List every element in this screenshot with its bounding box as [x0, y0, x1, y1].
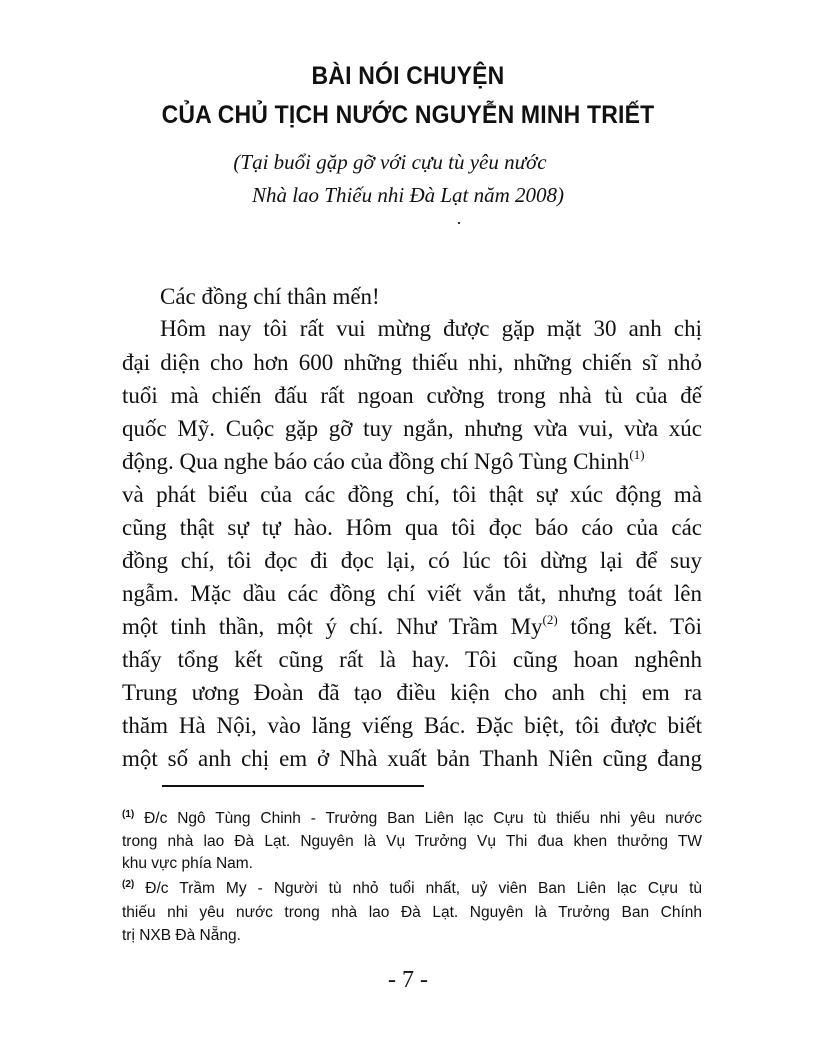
- body-line: [122, 449, 702, 475]
- body-line: quốc Mỹ. Cuộc gặp gỡ tuy ngắn, nhưng vừa vui, vừa xúc: [122, 416, 702, 441]
- footnote-2-mark: (2): [122, 879, 135, 890]
- body-line: đồng chí, tôi đọc đi đọc lại, có lúc tôi dừng lại để suy: [122, 548, 702, 573]
- body-line: thăm Hà Nội, vào lăng viếng Bác. Đặc biệt, tôi được biết: [122, 713, 702, 738]
- body-line-text: một tinh thần, một ý chí. Như Trầm My: [122, 614, 543, 639]
- footnote-1-text: Đ/c Ngô Tùng Chinh - Trưởng Ban Liên lạc Cựu tù thiếu nhi yêu nước: [134, 810, 702, 827]
- body-line: tuổi mà chiến đấu rất ngoan cường trong nhà tù của đế: [122, 383, 702, 408]
- title-line-2: CỦA CHỦ TỊCH NƯỚC NGUYỄN MINH TRIẾT: [161, 101, 655, 129]
- body-line-tail: tổng kết. Tôi: [557, 614, 703, 639]
- body-line: Trung ương Đoàn đã tạo điều kiện cho anh chị em ra: [122, 680, 702, 705]
- footnote-1-mark: (1): [122, 809, 135, 820]
- body-line-text: động. Qua nghe báo cáo của đồng chí Ngô Tùng Chinh: [122, 449, 630, 474]
- body-line: và phát biểu của các đồng chí, tôi thật sự xúc động mà: [122, 482, 702, 507]
- footnote-ref-1: (1): [629, 447, 645, 462]
- footnote-1-line: khu vực phía Nam.: [122, 855, 253, 872]
- body-line: Hôm nay tôi rất vui mừng được gặp mặt 30 anh chị: [160, 316, 702, 341]
- title-line-1: BÀI NÓI CHUYỆN: [311, 62, 505, 90]
- subtitle-line-1: (Tại buổi gặp gỡ với cựu tù yêu nước: [233, 150, 547, 174]
- body-line: cũng thật sự tự hào. Hôm qua tôi đọc báo cáo của các: [122, 515, 702, 540]
- subtitle-line-2: Nhà lao Thiếu nhi Đà Lạt năm 2008): [251, 183, 565, 207]
- footnote-2-line: thiếu nhi yêu nước trong nhà lao Đà Lạt. Nguyên là Trưởng Ban Chính: [122, 904, 702, 921]
- footnote-divider: [162, 785, 424, 787]
- body-line: một số anh chị em ở Nhà xuất bản Thanh Niên cũng đang: [122, 746, 702, 771]
- footnote-2-line: trị NXB Đà Nẵng.: [122, 927, 241, 944]
- body-line: ngẫm. Mặc dầu các đồng chí viết vắn tắt, nhưng toát lên: [122, 581, 702, 606]
- footnote-ref-2: (2): [542, 612, 558, 627]
- page-number: - 7 -: [388, 967, 428, 993]
- body-line: thấy tổng kết cũng rất là hay. Tôi cũng hoan nghênh: [122, 647, 702, 672]
- body-line: đại diện cho hơn 600 những thiếu nhi, những chiến sĩ nhỏ: [122, 350, 702, 375]
- stray-dot: [458, 222, 460, 224]
- body-line: [122, 614, 702, 640]
- footnote-2-text: Đ/c Trầm My - Người tù nhỏ tuổi nhất, uỷ viên Ban Liên lạc Cựu tù: [134, 880, 702, 897]
- footnote-2-line: [122, 880, 702, 898]
- footnote-1-line: trong nhà lao Đà Lạt. Nguyên là Vụ Trưởng Vụ Thi đua khen thưởng TW: [122, 833, 702, 850]
- greeting: Các đồng chí thân mến!: [160, 284, 380, 309]
- footnote-1-line: [122, 810, 702, 828]
